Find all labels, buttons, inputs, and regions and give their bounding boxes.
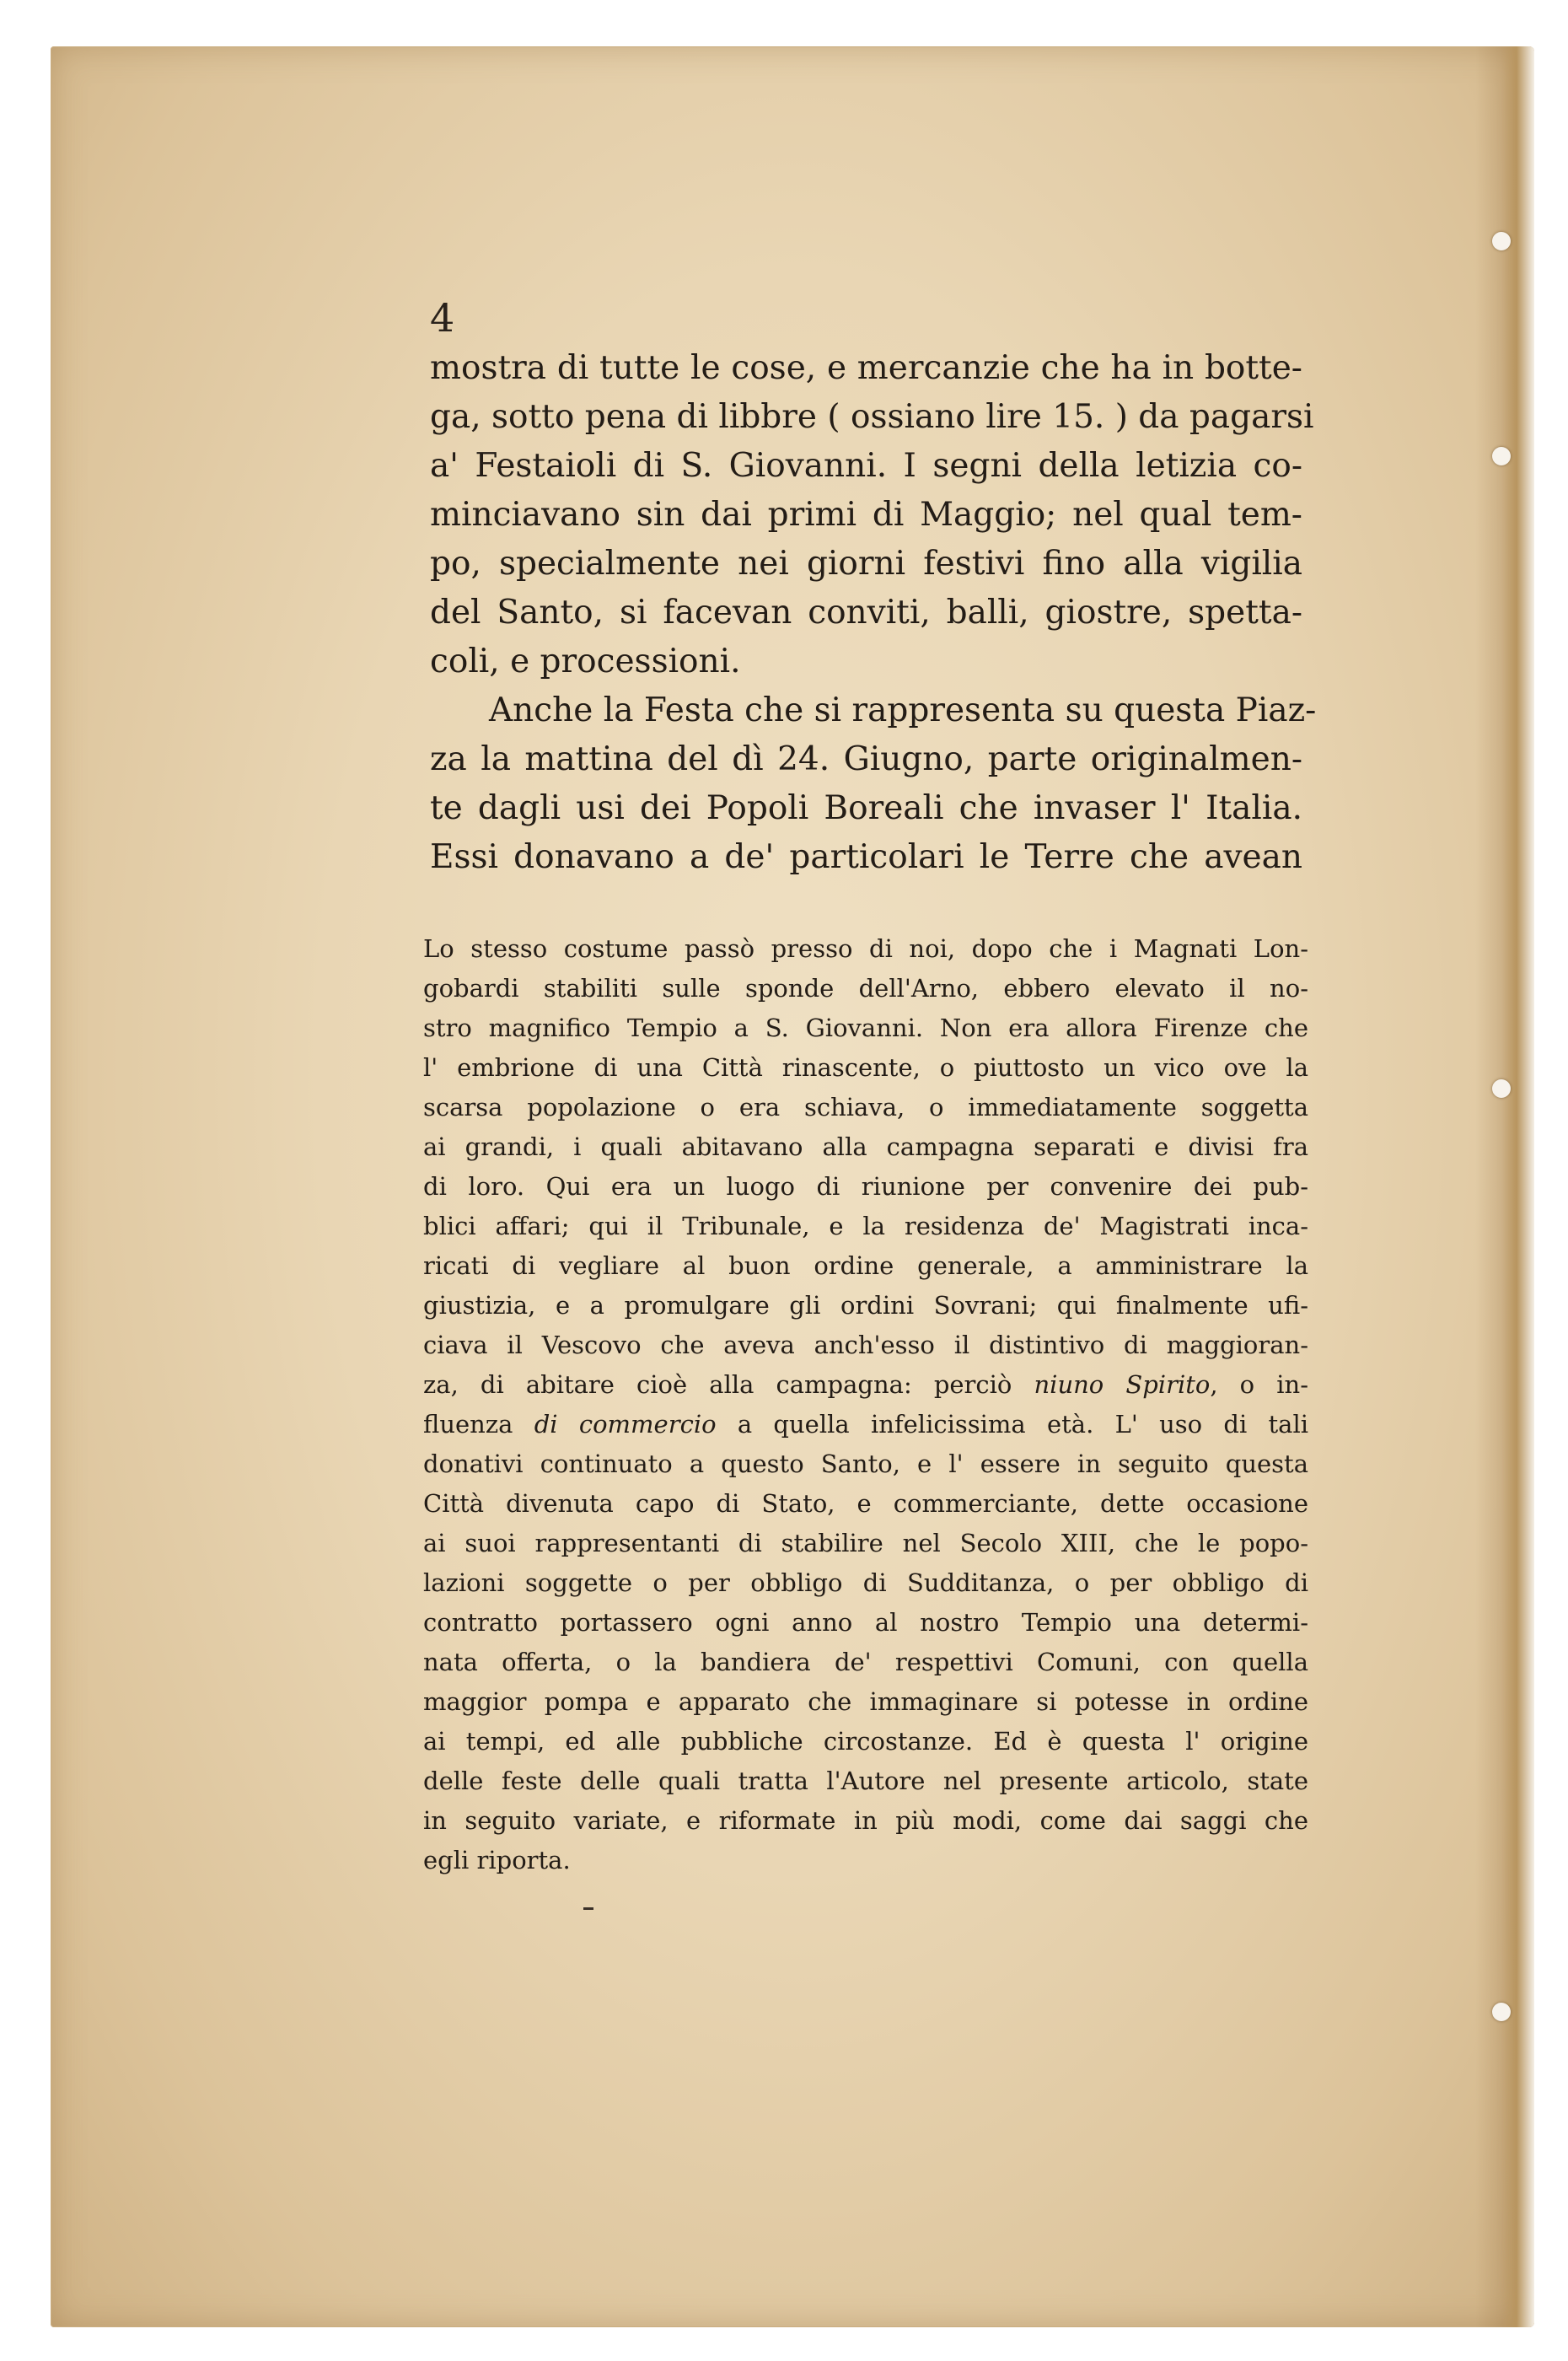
footnote-line: nata offerta, o la bandiera de' respettivi Comuni, con quella: [423, 1648, 1308, 1676]
footnote-line-text: , o in-: [1210, 1370, 1308, 1399]
main-text-line: za la mattina del dì 24. Giugno, parte originalmen-: [430, 740, 1302, 778]
main-text-line: po, specialmente nei giorni festivi fino alla vigilia: [430, 545, 1302, 583]
footnote-line: giustizia, e a promulgare gli ordini Sovrani; qui finalmente ufi-: [423, 1291, 1308, 1320]
main-text-line: Essi donavano a de' particolari le Terre che avean: [430, 838, 1302, 876]
main-text-line: minciavano sin dai primi di Maggio; nel qual tem-: [430, 496, 1302, 534]
footnote-line: ciava il Vescovo che aveva anch'esso il distintivo di maggioran-: [423, 1331, 1308, 1359]
main-text-line: coli, e processioni.: [430, 643, 741, 680]
footnote-line: [423, 1405, 1308, 1444]
footnote-line: ricati di vegliare al buon ordine generale, a amministrare la: [423, 1251, 1308, 1280]
footnote-line: l' embrione di una Città rinascente, o piuttosto un vico ove la: [423, 1053, 1308, 1082]
footnote-line: delle feste delle quali tratta l'Autore nel presente articolo, state: [423, 1767, 1308, 1795]
footnote-line: contratto portassero ogni anno al nostro Tempio una determi-: [423, 1608, 1308, 1637]
main-text-line: ga, sotto pena di libbre ( ossiano lire 15. ) da pagarsi: [430, 398, 1314, 436]
main-text-line: Anche la Festa che si rappresenta su questa Piaz-: [489, 691, 1317, 729]
main-text-line: del Santo, si facevan conviti, balli, giostre, spetta-: [430, 594, 1302, 632]
footnote-line: ai grandi, i quali abitavano alla campagna separati e divisi fra: [423, 1132, 1308, 1161]
footnote-line: di loro. Qui era un luogo di riunione per convenire dei pub-: [423, 1172, 1308, 1201]
main-text-line: mostra di tutte le cose, e mercanzie che ha in botte-: [430, 349, 1302, 387]
footnote-line: ai tempi, ed alle pubbliche circostanze. Ed è questa l' origine: [423, 1727, 1308, 1756]
main-text-line: te dagli usi dei Popoli Boreali che invaser l' Italia.: [430, 789, 1302, 827]
binding-hole: [1492, 232, 1511, 250]
footnote-line: maggior pompa e apparato che immaginare si potesse in ordine: [423, 1687, 1308, 1716]
footnote-line: Lo stesso costume passò presso di noi, dopo che i Magnati Lon-: [423, 934, 1308, 963]
footnote-line: stro magnifico Tempio a S. Giovanni. Non era allora Firenze che: [423, 1014, 1308, 1042]
footnote-line: gobardi stabiliti sulle sponde dell'Arno, ebbero elevato il no-: [423, 974, 1308, 1003]
footnote-line-text: za, di abitare cioè alla campagna: perciò: [423, 1370, 1012, 1399]
footnote-line: egli riporta.: [423, 1846, 571, 1874]
footnote-line: scarsa popolazione o era schiava, o immediatamente soggetta: [423, 1093, 1308, 1121]
footnote-italic-phrase: di commercio: [534, 1410, 717, 1439]
end-mark: [583, 1907, 593, 1910]
footnote-line: Città divenuta capo di Stato, e commerciante, dette occasione: [423, 1489, 1308, 1518]
footnote-italic-phrase: niuno Spirito: [1034, 1370, 1211, 1399]
footnote-line-text: a quella infelicissima età. L' uso di tali: [737, 1410, 1309, 1439]
footnote-line: blici affari; qui il Tribunale, e la residenza de' Magistrati inca-: [423, 1212, 1308, 1240]
binding-hole: [1492, 447, 1511, 465]
footnote-line-text: fluenza: [423, 1410, 513, 1439]
footnote-line: donativi continuato a questo Santo, e l' essere in seguito questa: [423, 1449, 1308, 1478]
footnote-line: [423, 1365, 1308, 1405]
main-text-line: a' Festaioli di S. Giovanni. I segni della letizia co-: [430, 447, 1302, 485]
binding-hole: [1492, 1079, 1511, 1098]
footnote-line: in seguito variate, e riformate in più modi, come dai saggi che: [423, 1806, 1308, 1835]
footnote-line: lazioni soggette o per obbligo di Sudditanza, o per obbligo di: [423, 1568, 1308, 1597]
page-binding-edge: [1475, 46, 1534, 2327]
binding-hole: [1492, 2003, 1511, 2021]
page-number: 4: [430, 295, 455, 341]
footnote-line: ai suoi rappresentanti di stabilire nel Secolo XIII, che le popo-: [423, 1529, 1308, 1557]
